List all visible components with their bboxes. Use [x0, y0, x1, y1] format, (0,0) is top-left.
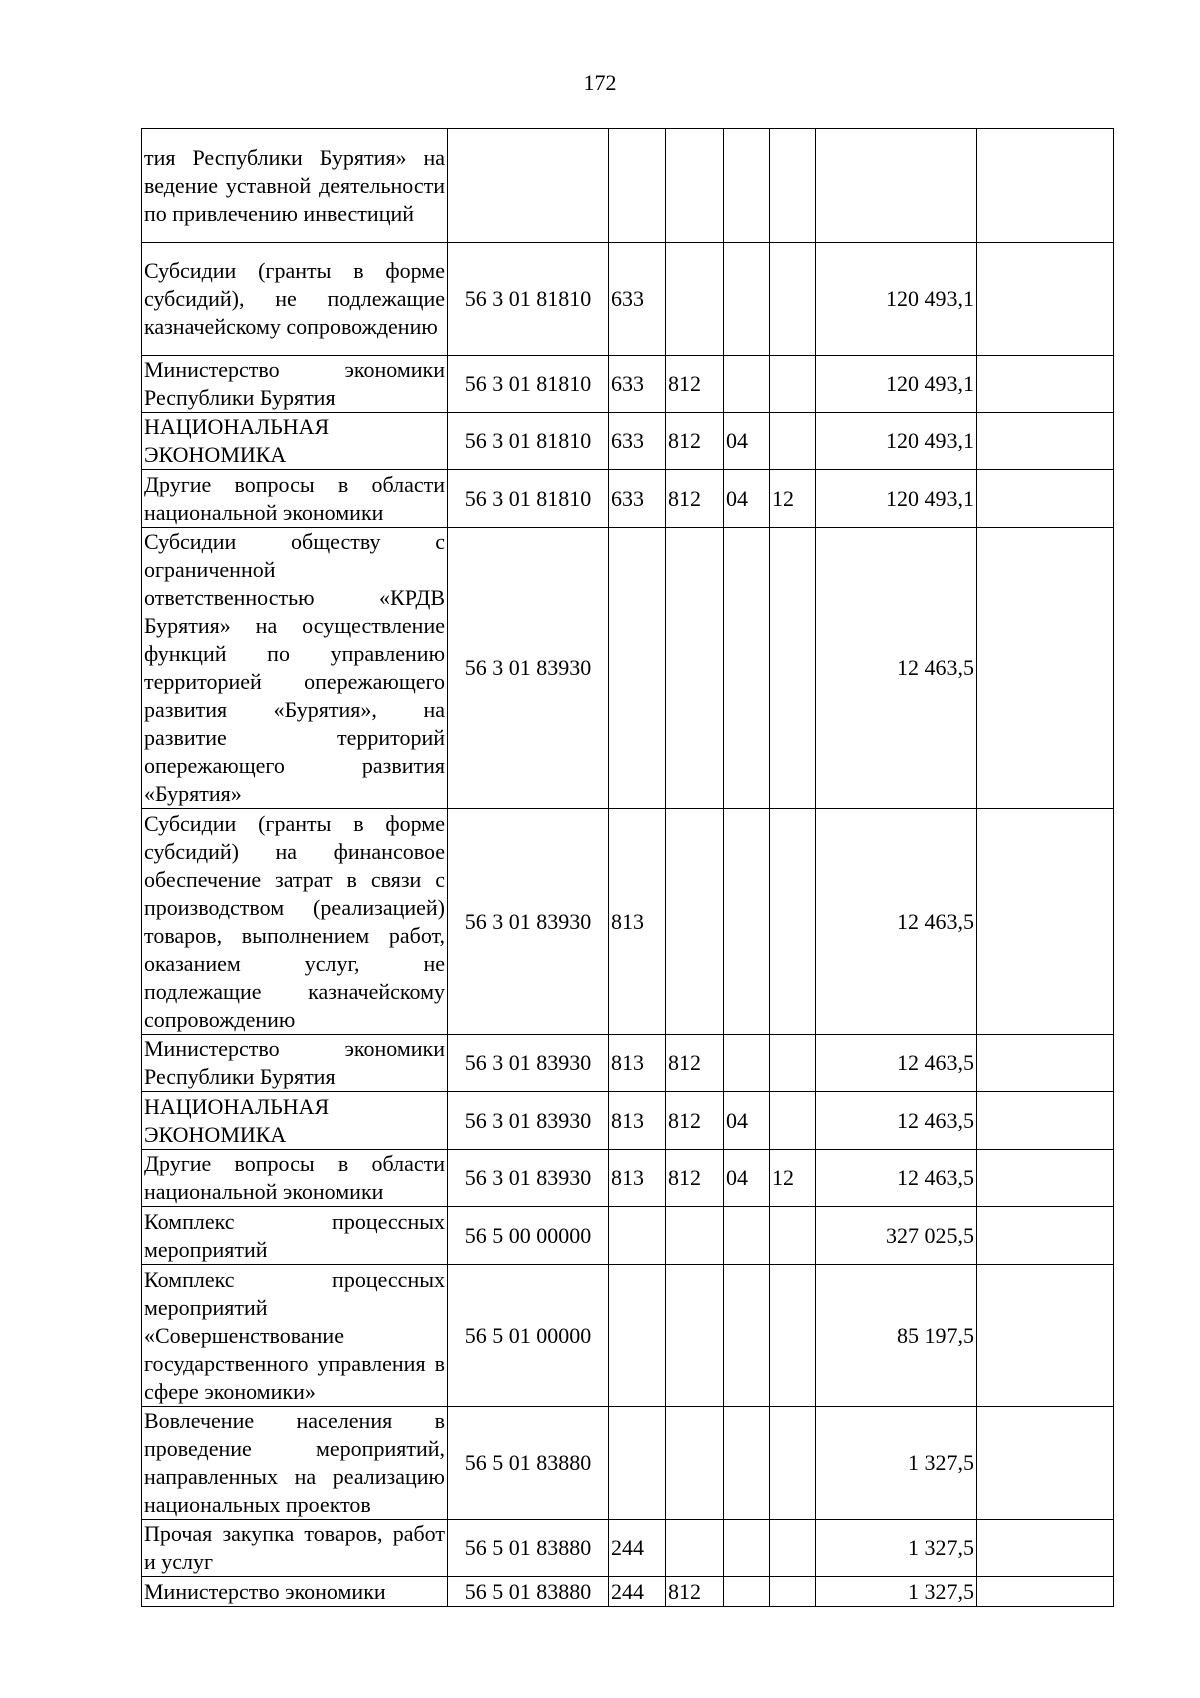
- table-row: [142, 1035, 1114, 1092]
- cell-subsection: [770, 1407, 816, 1520]
- cell-amount: [816, 129, 977, 243]
- cell-target-code: 56 5 01 83880: [448, 1407, 609, 1520]
- cell-subsection: [770, 243, 816, 356]
- cell-amount: 1 327,5: [816, 1577, 977, 1607]
- cell-subsection: [770, 1520, 816, 1577]
- cell-name: Вовлечение населения в проведение мероприятий, направленных на реализацию национальных проектов: [142, 1407, 448, 1520]
- cell-department: [666, 809, 724, 1035]
- table-row: [142, 1265, 1114, 1407]
- cell-section: [724, 1035, 770, 1092]
- cell-amount: 1 327,5: [816, 1407, 977, 1520]
- cell-target-code: 56 5 01 83880: [448, 1577, 609, 1607]
- cell-department: [666, 129, 724, 243]
- cell-target-code: 56 3 01 83930: [448, 1092, 609, 1150]
- cell-section: [724, 243, 770, 356]
- cell-department: [666, 1207, 724, 1265]
- cell-expense-type: 633: [609, 413, 666, 470]
- cell-subsection: [770, 1577, 816, 1607]
- table-row: [142, 243, 1114, 356]
- cell-name: Субсидии (гранты в форме субсидий) на финансовое обеспечение затрат в связи с производством (реализацией) товаров, выполнением работ, оказанием услуг, не подлежащие казначейскому сопровождению: [142, 809, 448, 1035]
- cell-extra: [977, 809, 1114, 1035]
- cell-subsection: [770, 356, 816, 413]
- cell-target-code: 56 5 01 83880: [448, 1520, 609, 1577]
- cell-section: [724, 1265, 770, 1407]
- cell-amount: 85 197,5: [816, 1265, 977, 1407]
- cell-section: [724, 1577, 770, 1607]
- cell-target-code: 56 3 01 81810: [448, 413, 609, 470]
- cell-section: 04: [724, 470, 770, 528]
- cell-name: НАЦИОНАЛЬНАЯ ЭКОНОМИКА: [142, 413, 448, 470]
- cell-name: Министерство экономики Республики Бурятия: [142, 356, 448, 413]
- cell-department: [666, 1407, 724, 1520]
- cell-name: Субсидии обществу с ограниченной ответственностью «КРДВ Бурятия» на осуществление функций по управлению территорией опережающего развития «Бурятия», на развитие территорий опережающего развития «Бурятия»: [142, 528, 448, 809]
- table-row: [142, 1150, 1114, 1207]
- cell-name: НАЦИОНАЛЬНАЯ ЭКОНОМИКА: [142, 1092, 448, 1150]
- cell-section: [724, 528, 770, 809]
- cell-amount: 12 463,5: [816, 809, 977, 1035]
- cell-expense-type: 633: [609, 356, 666, 413]
- cell-expense-type: 633: [609, 470, 666, 528]
- cell-expense-type: 813: [609, 809, 666, 1035]
- cell-extra: [977, 129, 1114, 243]
- cell-subsection: [770, 413, 816, 470]
- table-row: [142, 413, 1114, 470]
- cell-amount: 12 463,5: [816, 1035, 977, 1092]
- cell-department: [666, 243, 724, 356]
- table-row: [142, 1092, 1114, 1150]
- cell-extra: [977, 1207, 1114, 1265]
- cell-section: [724, 129, 770, 243]
- cell-department: 812: [666, 356, 724, 413]
- cell-expense-type: 813: [609, 1035, 666, 1092]
- cell-amount: 12 463,5: [816, 1092, 977, 1150]
- cell-expense-type: [609, 1265, 666, 1407]
- cell-amount: 120 493,1: [816, 356, 977, 413]
- cell-section: [724, 1407, 770, 1520]
- cell-expense-type: [609, 1407, 666, 1520]
- cell-amount: 327 025,5: [816, 1207, 977, 1265]
- cell-extra: [977, 1150, 1114, 1207]
- cell-amount: 12 463,5: [816, 528, 977, 809]
- page-number: 172: [583, 70, 617, 95]
- table-row: [142, 1577, 1114, 1607]
- table-row: [142, 129, 1114, 243]
- cell-expense-type: [609, 1207, 666, 1265]
- cell-section: [724, 356, 770, 413]
- cell-target-code: 56 3 01 81810: [448, 356, 609, 413]
- table-row: [142, 1407, 1114, 1520]
- cell-amount: 120 493,1: [816, 413, 977, 470]
- cell-target-code: 56 3 01 83930: [448, 1150, 609, 1207]
- table-body: [142, 129, 1114, 1607]
- table-row: [142, 1520, 1114, 1577]
- cell-amount: 12 463,5: [816, 1150, 977, 1207]
- cell-subsection: 12: [770, 470, 816, 528]
- cell-extra: [977, 1577, 1114, 1607]
- cell-extra: [977, 1265, 1114, 1407]
- cell-section: 04: [724, 1150, 770, 1207]
- cell-extra: [977, 528, 1114, 809]
- cell-target-code: 56 3 01 83930: [448, 528, 609, 809]
- cell-name: Субсидии (гранты в форме субсидий), не подлежащие казначейскому сопровождению: [142, 243, 448, 356]
- cell-department: 812: [666, 1092, 724, 1150]
- cell-extra: [977, 356, 1114, 413]
- cell-department: 812: [666, 470, 724, 528]
- cell-subsection: [770, 1207, 816, 1265]
- cell-section: 04: [724, 413, 770, 470]
- cell-subsection: 12: [770, 1150, 816, 1207]
- cell-subsection: [770, 129, 816, 243]
- cell-section: [724, 809, 770, 1035]
- cell-section: [724, 1207, 770, 1265]
- cell-department: 812: [666, 1035, 724, 1092]
- cell-name: Другие вопросы в области национальной экономики: [142, 470, 448, 528]
- cell-name: Прочая закупка товаров, работ и услуг: [142, 1520, 448, 1577]
- cell-department: [666, 1265, 724, 1407]
- table-row: [142, 470, 1114, 528]
- cell-department: [666, 528, 724, 809]
- cell-extra: [977, 413, 1114, 470]
- cell-expense-type: 244: [609, 1577, 666, 1607]
- cell-expense-type: [609, 528, 666, 809]
- cell-amount: 1 327,5: [816, 1520, 977, 1577]
- cell-subsection: [770, 809, 816, 1035]
- cell-target-code: 56 5 00 00000: [448, 1207, 609, 1265]
- cell-expense-type: 813: [609, 1092, 666, 1150]
- cell-department: 812: [666, 1150, 724, 1207]
- cell-target-code: 56 3 01 81810: [448, 243, 609, 356]
- cell-subsection: [770, 528, 816, 809]
- cell-name: Министерство экономики Республики Бурятия: [142, 1035, 448, 1092]
- cell-department: 812: [666, 413, 724, 470]
- cell-target-code: 56 3 01 83930: [448, 1035, 609, 1092]
- cell-expense-type: 244: [609, 1520, 666, 1577]
- cell-target-code: 56 3 01 81810: [448, 470, 609, 528]
- cell-amount: 120 493,1: [816, 470, 977, 528]
- table-row: [142, 528, 1114, 809]
- cell-department: 812: [666, 1577, 724, 1607]
- cell-name: Комплекс процессных мероприятий «Совершенствование государственного управления в сфере экономики»: [142, 1265, 448, 1407]
- cell-subsection: [770, 1092, 816, 1150]
- cell-amount: 120 493,1: [816, 243, 977, 356]
- cell-expense-type: 813: [609, 1150, 666, 1207]
- cell-extra: [977, 470, 1114, 528]
- cell-name: Комплекс процессных мероприятий: [142, 1207, 448, 1265]
- cell-target-code: [448, 129, 609, 243]
- table-row: [142, 1207, 1114, 1265]
- table-row: [142, 809, 1114, 1035]
- table-row: [142, 356, 1114, 413]
- cell-section: [724, 1520, 770, 1577]
- budget-table: [141, 128, 1114, 1607]
- cell-extra: [977, 1520, 1114, 1577]
- cell-target-code: 56 3 01 83930: [448, 809, 609, 1035]
- cell-name: тия Республики Бурятия» на ведение уставной деятельности по привлечению инвестиций: [142, 129, 448, 243]
- cell-name: Министерство экономики: [142, 1577, 448, 1607]
- cell-extra: [977, 1407, 1114, 1520]
- cell-expense-type: [609, 129, 666, 243]
- cell-extra: [977, 1035, 1114, 1092]
- cell-section: 04: [724, 1092, 770, 1150]
- cell-extra: [977, 243, 1114, 356]
- cell-extra: [977, 1092, 1114, 1150]
- cell-subsection: [770, 1035, 816, 1092]
- cell-expense-type: 633: [609, 243, 666, 356]
- cell-department: [666, 1520, 724, 1577]
- cell-target-code: 56 5 01 00000: [448, 1265, 609, 1407]
- cell-subsection: [770, 1265, 816, 1407]
- cell-name: Другие вопросы в области национальной экономики: [142, 1150, 448, 1207]
